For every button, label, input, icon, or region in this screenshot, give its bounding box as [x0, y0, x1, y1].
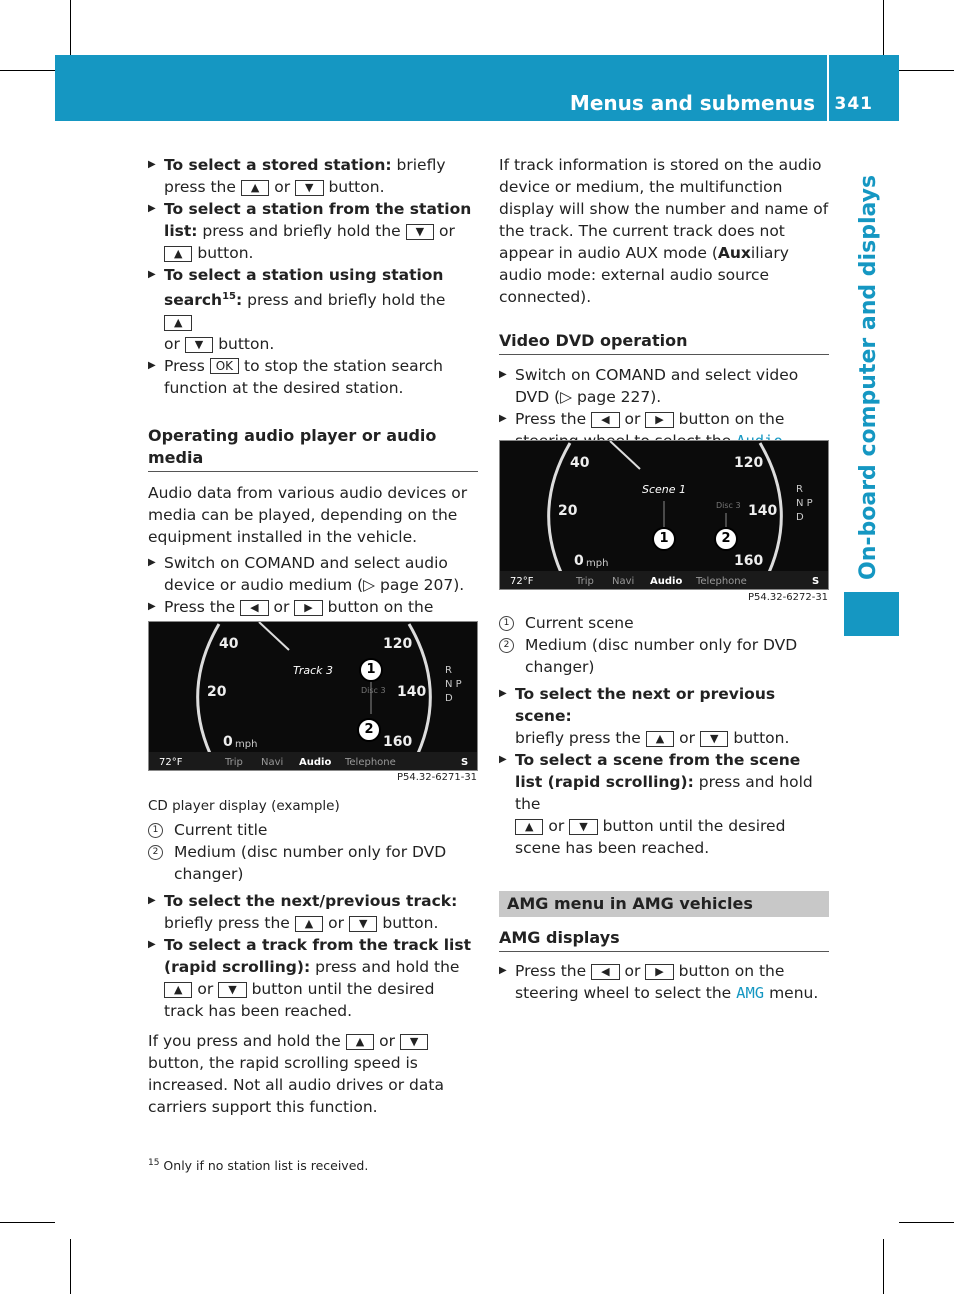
instruction-select-dvd: ▶ Switch on COMAND and select video DVD (▷ page 227). [499, 364, 829, 408]
paragraph: Audio data from various audio devices or media can be played, depending on the equipment installed in the vehicle. [148, 484, 468, 547]
gauge-arcs [149, 622, 477, 770]
instruction-station-list: ▶ To select a station from the station list: press and briefly hold the ▼ or ▲ button. [148, 198, 478, 264]
menu-navi: Navi [261, 757, 284, 768]
side-section-title: On-board computer and displays [856, 174, 881, 580]
up-key: ▲ [346, 1034, 374, 1050]
speed-160: 160 [383, 734, 413, 750]
right-key: ▶ [645, 412, 673, 428]
up-key: ▲ [295, 916, 323, 932]
section-heading: AMG displays [499, 927, 829, 952]
menu-trip: Trip [576, 576, 594, 587]
up-key: ▲ [241, 180, 269, 196]
disc-number: Disc 3 [361, 686, 386, 695]
right-key: ▶ [294, 600, 322, 616]
page-header [55, 55, 899, 121]
header-divider [827, 55, 829, 121]
legend-item-1: 1 Current scene [499, 612, 829, 634]
crop-mark [883, 0, 884, 55]
temperature: 72°F [510, 576, 534, 587]
speed-0: 0 [574, 553, 584, 569]
instruction-dvd-audio-menu: ▶ Press the ◀ or ▶ button on the [499, 408, 829, 474]
legend-number: 2 [499, 638, 514, 653]
menu-audio: Audio [650, 576, 683, 587]
speed-unit: mph [586, 558, 609, 569]
left-key: ◀ [591, 412, 619, 428]
cd-player-display-image [148, 621, 478, 771]
right-key: ▶ [645, 964, 673, 980]
legend-number: 1 [148, 823, 163, 838]
crop-mark [70, 0, 71, 55]
display-menu-bar [149, 752, 477, 770]
speed-140: 140 [748, 503, 778, 519]
paragraph-rapid-scroll: If you press and hold the ▲ or ▼ button, the rapid scrolling speed is increased. Not all audio drives or data carriers support this function. [148, 1032, 444, 1116]
speed-120: 120 [383, 636, 413, 652]
left-key: ◀ [591, 964, 619, 980]
gauge-arcs [500, 441, 828, 589]
legend-item-1: 1 Current title [148, 819, 478, 841]
section-heading: Operating audio player or audio media [148, 425, 478, 472]
callout-2: 2 [714, 527, 738, 551]
legend-item-2: 2 Medium (disc number only for DVD changer) [499, 634, 829, 678]
down-key: ▼ [400, 1034, 428, 1050]
section-band: AMG menu in AMG vehicles [499, 891, 829, 917]
legend-number: 2 [148, 845, 163, 860]
up-key: ▲ [164, 315, 192, 331]
down-key: ▼ [406, 224, 434, 240]
menu-s: S [812, 576, 820, 587]
instruction-station-search: ▶ To select a station using station search$^{15}$: press and briefly hold the ▲ or ▼ button. [148, 264, 478, 355]
page-number: 341 [834, 94, 873, 114]
speed-40: 40 [219, 636, 239, 652]
crop-mark [883, 1239, 884, 1294]
instruction-next-track: ▶ To select the next/previous track: briefly press the ▲ or ▼ button. [148, 890, 478, 934]
gear-indicator: R N P D [796, 484, 813, 523]
left-column-lower [148, 795, 478, 1118]
amg-menu-name: AMG [736, 984, 765, 1002]
down-key: ▼ [700, 731, 728, 747]
down-key: ▼ [349, 916, 377, 932]
callout-1: 1 [652, 527, 676, 551]
footnote: $^{15}$ Only if no station list is received. [148, 1158, 369, 1174]
instruction-amg-menu: ▶ Press the ◀ or ▶ button on the steering wheel to select the AMG menu. [499, 960, 829, 1004]
display-menu-bar [500, 571, 828, 589]
crop-mark [70, 1239, 71, 1294]
menu-audio: Audio [299, 757, 332, 768]
speed-140: 140 [397, 684, 427, 700]
gear-indicator: R N P D [445, 665, 462, 704]
right-column [499, 154, 829, 474]
instruction-audio-menu: ▶ Press the ◀ or ▶ button on the [148, 596, 478, 662]
up-key: ▲ [515, 819, 543, 835]
up-key: ▲ [646, 731, 674, 747]
image-reference: P54.32-6271-31 [397, 772, 478, 783]
instruction-select-audio: ▶ Switch on COMAND and select audio device or audio medium (▷ page 207). [148, 552, 478, 596]
crop-mark [899, 70, 954, 71]
image-reference: P54.32-6272-31 [748, 592, 829, 603]
callout-2: 2 [357, 718, 381, 742]
up-key: ▲ [164, 982, 192, 998]
speed-160: 160 [734, 553, 764, 569]
menu-navi: Navi [612, 576, 635, 587]
speed-0: 0 [223, 734, 233, 750]
crop-mark [899, 1222, 954, 1223]
instruction-stop-search: ▶ Press OK to stop the station search function at the desired station. [148, 355, 478, 399]
speed-40: 40 [570, 455, 590, 471]
temperature: 72°F [159, 757, 183, 768]
down-key: ▼ [185, 337, 213, 353]
crop-mark [0, 1222, 55, 1223]
header-title: Menus and submenus [569, 91, 815, 115]
down-key: ▼ [569, 819, 597, 835]
menu-telephone: Telephone [345, 757, 396, 768]
ok-key: OK [210, 358, 239, 374]
scene-title: Scene 1 [642, 483, 687, 496]
callout-1: 1 [359, 658, 383, 682]
legend-number: 1 [499, 616, 514, 631]
legend-item-2: 2 Medium (disc number only for DVD changer) [148, 841, 478, 885]
instruction-next-scene: ▶ To select the next or previous scene: briefly press the ▲ or ▼ button. [499, 683, 829, 749]
track-title: Track 3 [293, 664, 334, 677]
down-key: ▼ [218, 982, 246, 998]
left-key: ◀ [240, 600, 268, 616]
disc-number: Disc 3 [716, 501, 741, 510]
image-caption: CD player display (example) [148, 798, 340, 814]
speed-20: 20 [558, 503, 578, 519]
down-key: ▼ [295, 180, 323, 196]
speed-20: 20 [207, 684, 227, 700]
instruction-stored-station: ▶ To select a stored station: briefly press the ▲ or ▼ button. [148, 154, 478, 198]
crop-mark [0, 70, 55, 71]
speed-120: 120 [734, 455, 764, 471]
paragraph-track-info: If track information is stored on the audio device or medium, the multifunction display will show the number and name of the track. The current track does not appear in audio AUX mode (Auxiliary audio mode: external audio source connected). [499, 156, 829, 306]
menu-telephone: Telephone [696, 576, 747, 587]
speed-unit: mph [235, 739, 258, 750]
menu-trip: Trip [225, 757, 243, 768]
right-column-lower [499, 612, 829, 1004]
menu-s: S [461, 757, 469, 768]
up-key: ▲ [164, 246, 192, 262]
instruction-track-list: ▶ To select a track from the track list (rapid scrolling): press and hold the ▲ or ▼ button until the desired track has been reached. [148, 934, 478, 1022]
left-column [148, 154, 478, 662]
section-heading: Video DVD operation [499, 330, 829, 355]
instruction-scene-list: ▶ To select a scene from the scene list (rapid scrolling): press and hold the ▲ or ▼ button until the desired scene has been reached. [499, 749, 829, 859]
dvd-display-image [499, 440, 829, 590]
side-tab [844, 592, 899, 636]
